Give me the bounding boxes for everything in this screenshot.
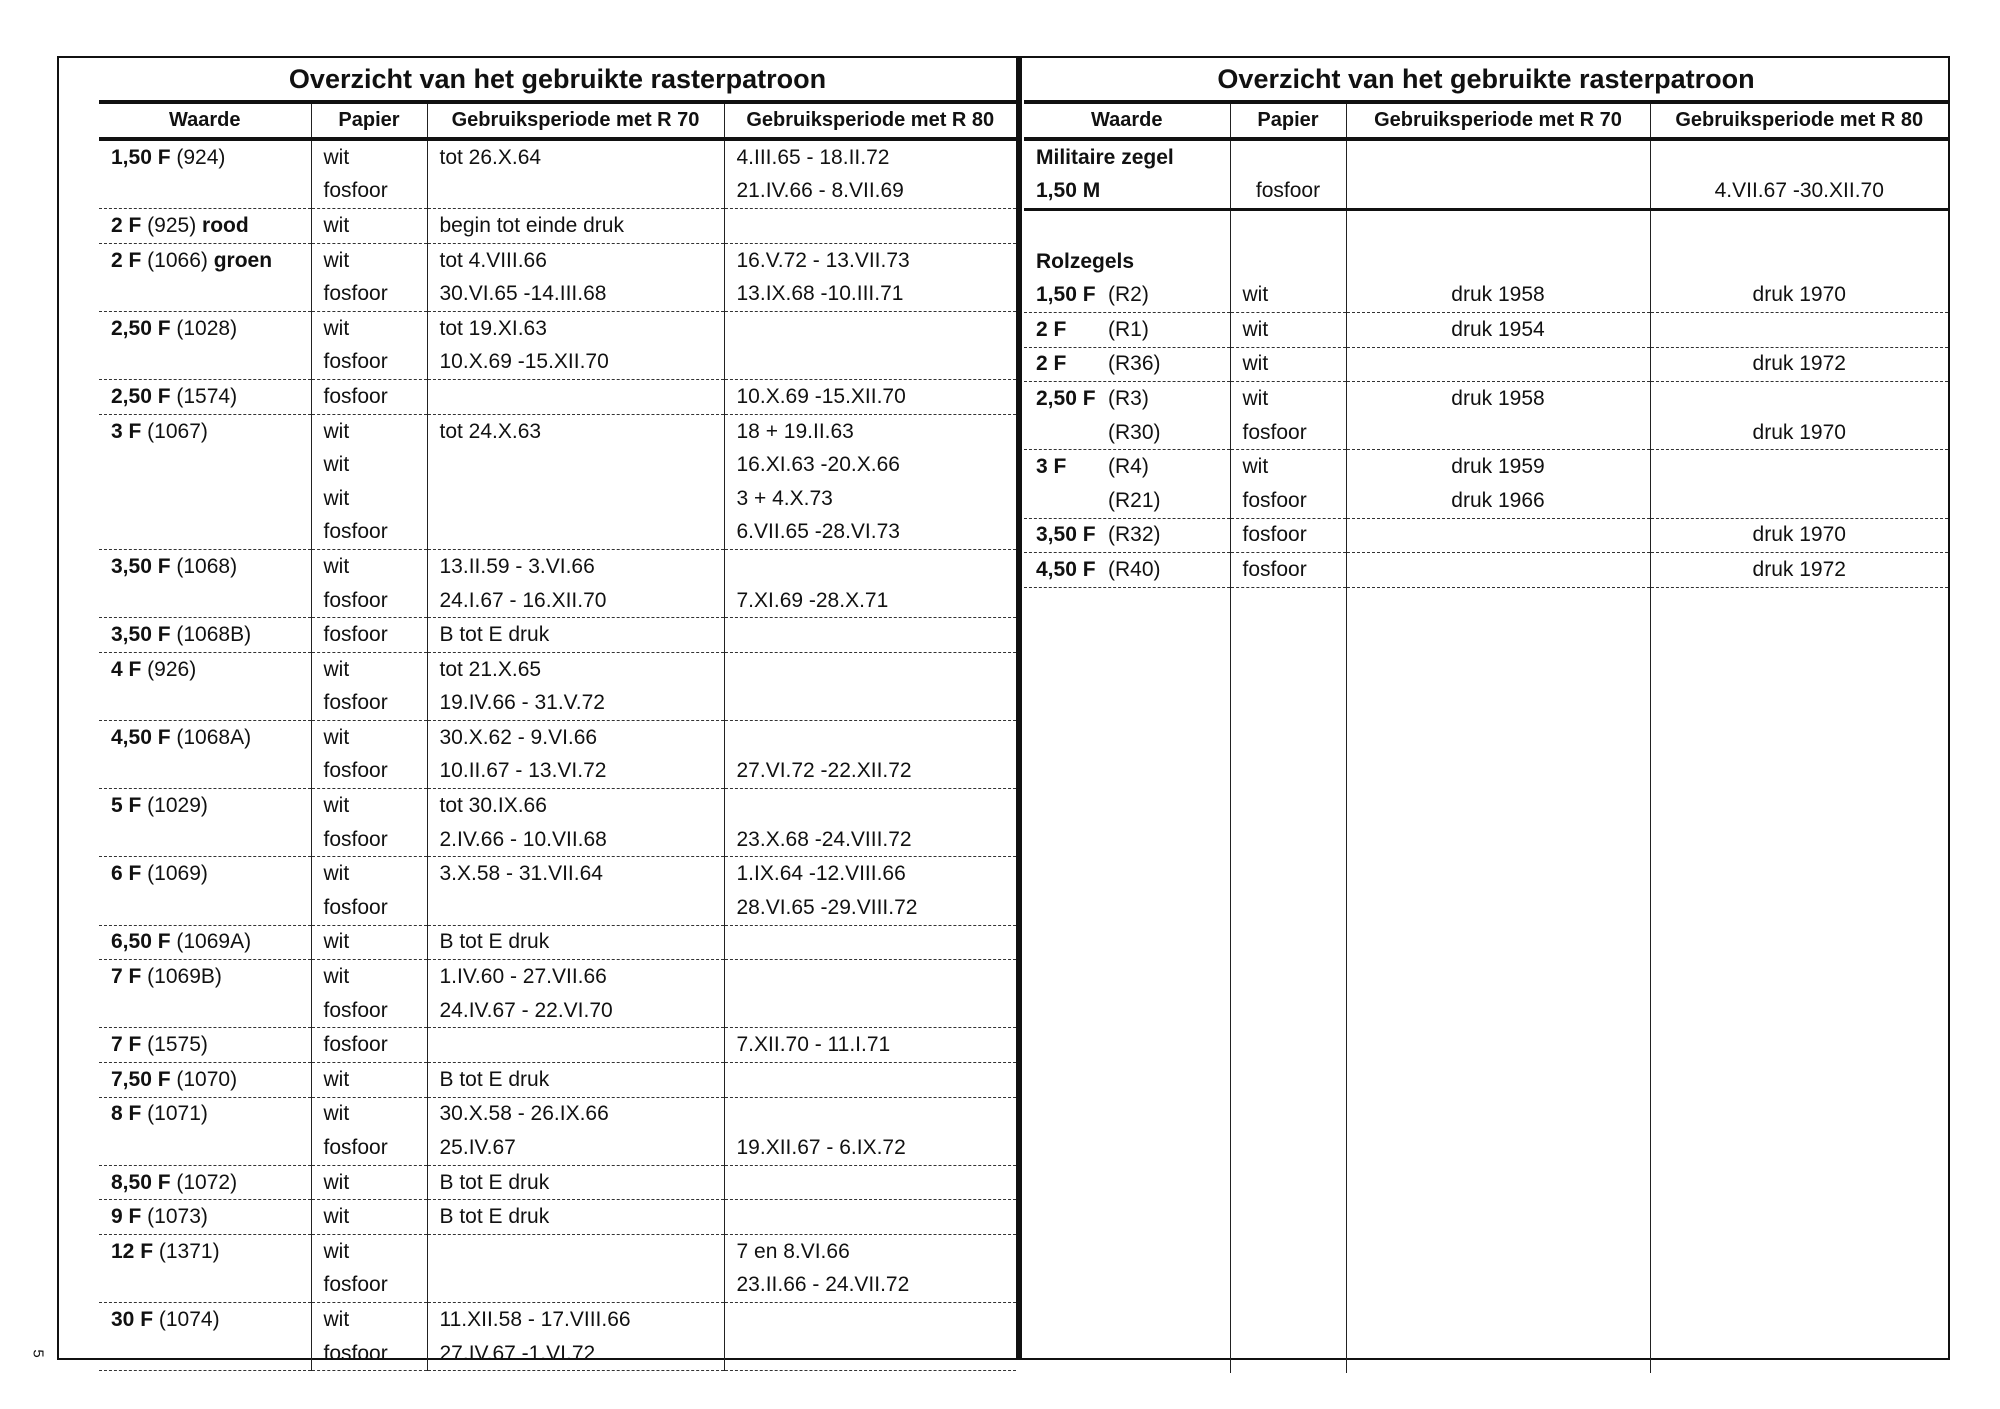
cell-r80: [724, 1200, 1016, 1235]
table-row: [99, 618, 1016, 653]
cell-waarde: [99, 516, 311, 550]
cell-r80: druk 1972: [1650, 553, 1948, 588]
table-row: [99, 1200, 1016, 1235]
center-divider: [1016, 56, 1022, 1360]
cell-r80: [724, 1337, 1016, 1371]
cell-r70: 30.X.58 - 26.IX.66: [427, 1097, 724, 1131]
roll-row: [1024, 312, 1948, 347]
table-row: [99, 789, 1016, 823]
cell-papier: fosfoor: [311, 516, 427, 550]
cell-waarde: (R21): [1024, 484, 1230, 518]
cell-r80: [724, 618, 1016, 653]
cell-papier: wit: [311, 1063, 427, 1098]
cell-papier: fosfoor: [311, 1269, 427, 1303]
table-row: [99, 1131, 1016, 1165]
cell-waarde: 4,50 F (R40): [1024, 553, 1230, 588]
cell-r70: tot 24.X.63: [427, 414, 724, 448]
military-value: 1,50 M: [1024, 175, 1230, 210]
cell-papier: wit: [1230, 382, 1346, 416]
roll-row: [1024, 450, 1948, 484]
cell-waarde: 2 F (R1): [1024, 312, 1230, 347]
cell-waarde: 6 F (1069): [111, 862, 208, 886]
table-row: [99, 823, 1016, 857]
cell-waarde: [99, 755, 311, 789]
cell-r70: 13.II.59 - 3.VI.66: [427, 550, 724, 584]
cell-waarde: 4 F (926): [111, 657, 197, 681]
cell-r70: [427, 448, 724, 482]
header-papier: Papier: [1230, 102, 1346, 139]
cell-waarde: (R30): [1024, 416, 1230, 450]
cell-r70: [427, 175, 724, 209]
cell-r80: 7.XII.70 - 11.I.71: [724, 1028, 1016, 1063]
cell-r80: [1650, 312, 1948, 347]
cell-r80: [724, 994, 1016, 1028]
cell-waarde: 2 F (R36): [1024, 347, 1230, 382]
cell-r80: 18 + 19.II.63: [724, 414, 1016, 448]
cell-r80: 10.X.69 -15.XII.70: [724, 380, 1016, 415]
cell-waarde: 7 F (1575): [99, 1028, 311, 1063]
cell-waarde: 2 F (925) rood: [99, 209, 311, 244]
military-r70: [1346, 175, 1650, 210]
cell-r80: [724, 652, 1016, 686]
cell-waarde: 12 F (1371): [111, 1239, 220, 1263]
cell-r70: tot 19.XI.63: [427, 311, 724, 345]
cell-waarde: 6,50 F (1069A): [99, 925, 311, 960]
cell-r70: 11.XII.58 - 17.VIII.66: [427, 1303, 724, 1337]
table-row: [99, 1097, 1016, 1131]
cell-r80: [724, 550, 1016, 584]
cell-papier: fosfoor: [311, 618, 427, 653]
cell-waarde: 2,50 F (R3): [1036, 386, 1149, 410]
cell-papier: fosfoor: [311, 346, 427, 380]
cell-r80: 13.IX.68 -10.III.71: [724, 277, 1016, 311]
military-papier: fosfoor: [1230, 175, 1346, 210]
cell-waarde: 9 F (1073): [99, 1200, 311, 1235]
cell-papier: fosfoor: [311, 1028, 427, 1063]
cell-r70: druk 1966: [1346, 484, 1650, 518]
cell-r70: 30.VI.65 -14.III.68: [427, 277, 724, 311]
cell-papier: fosfoor: [311, 584, 427, 618]
military-label-row: [1024, 139, 1948, 175]
right-panel: [1024, 58, 1948, 1373]
cell-waarde: 7 F (1069B): [111, 965, 222, 989]
table-row: [99, 209, 1016, 244]
table-row: [99, 1337, 1016, 1371]
cell-r80: [724, 925, 1016, 960]
cell-r80: 19.XII.67 - 6.IX.72: [724, 1131, 1016, 1165]
cell-r70: 10.X.69 -15.XII.70: [427, 346, 724, 380]
roll-label-row: [1024, 245, 1948, 279]
cell-papier: wit: [311, 243, 427, 277]
cell-waarde: 30 F (1074): [111, 1307, 220, 1331]
cell-waarde: [99, 1269, 311, 1303]
cell-r80: 7 en 8.VI.66: [724, 1235, 1016, 1269]
cell-r80: druk 1970: [1650, 518, 1948, 553]
cell-waarde: [99, 1131, 311, 1165]
cell-r80: 4.III.65 - 18.II.72: [724, 139, 1016, 175]
cell-r80: [724, 1063, 1016, 1098]
roll-label: Rolzegels: [1036, 249, 1135, 273]
cell-r80: [1650, 484, 1948, 518]
cell-waarde: [99, 823, 311, 857]
header-r80: Gebruiksperiode met R 80: [724, 102, 1016, 139]
cell-papier: fosfoor: [1230, 518, 1346, 553]
table-row: [99, 346, 1016, 380]
cell-r70: [427, 482, 724, 516]
cell-waarde: 3,50 F (1068): [111, 554, 238, 578]
military-label: Militaire zegel: [1036, 145, 1174, 169]
cell-papier: wit: [311, 1235, 427, 1269]
left-table: [99, 100, 1016, 1371]
cell-r80: 7.XI.69 -28.X.71: [724, 584, 1016, 618]
table-row: [99, 925, 1016, 960]
cell-papier: fosfoor: [311, 891, 427, 925]
cell-papier: wit: [311, 1097, 427, 1131]
cell-papier: fosfoor: [1230, 553, 1346, 588]
cell-waarde: [99, 175, 311, 209]
cell-r80: 16.XI.63 -20.X.66: [724, 448, 1016, 482]
cell-r70: [427, 1235, 724, 1269]
cell-r80: [724, 1165, 1016, 1200]
cell-papier: wit: [1230, 278, 1346, 312]
header-r70: Gebruiksperiode met R 70: [1346, 102, 1650, 139]
roll-row: [1024, 347, 1948, 382]
cell-r80: 23.II.66 - 24.VII.72: [724, 1269, 1016, 1303]
cell-r70: 30.X.62 - 9.VI.66: [427, 721, 724, 755]
cell-r80: [1650, 450, 1948, 484]
cell-papier: wit: [311, 857, 427, 891]
cell-r80: 3 + 4.X.73: [724, 482, 1016, 516]
cell-r70: [1346, 416, 1650, 450]
table-row: [99, 994, 1016, 1028]
cell-r70: 25.IV.67: [427, 1131, 724, 1165]
table-row: [99, 1269, 1016, 1303]
table-row: [99, 1235, 1016, 1269]
cell-papier: wit: [311, 311, 427, 345]
cell-waarde: 4,50 F (1068A): [111, 725, 252, 749]
cell-waarde: 1,50 F (R2): [1024, 278, 1230, 312]
cell-r80: [724, 960, 1016, 994]
table-row: [99, 380, 1016, 415]
right-title: Overzicht van het gebruikte rasterpatroon: [1217, 64, 1755, 94]
cell-r70: [427, 380, 724, 415]
cell-papier: wit: [311, 1165, 427, 1200]
cell-waarde: 1,50 F (924): [111, 145, 226, 169]
cell-r70: [427, 891, 724, 925]
cell-r70: [427, 1028, 724, 1063]
roll-row: [1024, 278, 1948, 312]
header-r70: Gebruiksperiode met R 70: [427, 102, 724, 139]
right-table: [1024, 100, 1948, 1373]
cell-r70: 24.IV.67 - 22.VI.70: [427, 994, 724, 1028]
cell-papier: fosfoor: [311, 823, 427, 857]
cell-papier: wit: [311, 721, 427, 755]
cell-papier: fosfoor: [311, 687, 427, 721]
page-number: 5: [29, 1349, 47, 1358]
filler-row: [1024, 587, 1948, 1373]
table-row: [99, 960, 1016, 994]
cell-r70: 27.IV.67 -1.VI.72: [427, 1337, 724, 1371]
cell-waarde: 8,50 F (1072): [99, 1165, 311, 1200]
cell-r70: tot 21.X.65: [427, 652, 724, 686]
cell-r70: B tot E druk: [427, 925, 724, 960]
cell-r80: 6.VII.65 -28.VI.73: [724, 516, 1016, 550]
table-row: [99, 277, 1016, 311]
cell-r70: [1346, 553, 1650, 588]
cell-papier: wit: [311, 139, 427, 175]
cell-r80: 23.X.68 -24.VIII.72: [724, 823, 1016, 857]
cell-waarde: 3,50 F (1068B): [99, 618, 311, 653]
cell-r70: B tot E druk: [427, 618, 724, 653]
left-title: Overzicht van het gebruikte rasterpatroon: [288, 64, 827, 94]
cell-r80: 1.IX.64 -12.VIII.66: [724, 857, 1016, 891]
table-row: [99, 448, 1016, 482]
table-row: [99, 1303, 1016, 1337]
header-waarde: Waarde: [99, 102, 311, 139]
cell-r70: B tot E druk: [427, 1200, 724, 1235]
cell-r80: [724, 721, 1016, 755]
header-waarde: Waarde: [1024, 102, 1230, 139]
cell-r70: tot 30.IX.66: [427, 789, 724, 823]
cell-papier: fosfoor: [311, 1131, 427, 1165]
cell-waarde: [99, 687, 311, 721]
cell-papier: wit: [311, 550, 427, 584]
cell-r80: [724, 687, 1016, 721]
cell-papier: wit: [311, 414, 427, 448]
table-row: [99, 687, 1016, 721]
cell-r70: druk 1958: [1346, 278, 1650, 312]
table-row: [99, 482, 1016, 516]
cell-r80: druk 1970: [1650, 416, 1948, 450]
cell-r70: [1346, 347, 1650, 382]
cell-waarde: 5 F (1029): [111, 794, 208, 818]
table-row: [99, 755, 1016, 789]
cell-papier: wit: [1230, 312, 1346, 347]
cell-r80: druk 1972: [1650, 347, 1948, 382]
cell-papier: fosfoor: [311, 1337, 427, 1371]
table-row: [99, 652, 1016, 686]
table-row: [99, 584, 1016, 618]
cell-papier: fosfoor: [311, 175, 427, 209]
cell-papier: wit: [311, 1303, 427, 1337]
table-row: [99, 516, 1016, 550]
cell-papier: wit: [311, 652, 427, 686]
table-row: [99, 414, 1016, 448]
cell-waarde: 7,50 F (1070): [99, 1063, 311, 1098]
table-row: [99, 891, 1016, 925]
cell-r70: 24.I.67 - 16.XII.70: [427, 584, 724, 618]
cell-waarde: [99, 346, 311, 380]
cell-r80: [724, 209, 1016, 244]
cell-papier: wit: [311, 1200, 427, 1235]
cell-r70: 1.IV.60 - 27.VII.66: [427, 960, 724, 994]
cell-waarde: 3 F (R4): [1036, 455, 1149, 479]
cell-r80: 21.IV.66 - 8.VII.69: [724, 175, 1016, 209]
table-row: [99, 721, 1016, 755]
cell-r80: [724, 311, 1016, 345]
cell-waarde: [99, 277, 311, 311]
cell-waarde: 2 F (1066) groen: [111, 248, 273, 272]
right-header-row: [1024, 102, 1948, 139]
cell-papier: fosfoor: [311, 994, 427, 1028]
cell-waarde: [99, 994, 311, 1028]
cell-r70: 19.IV.66 - 31.V.72: [427, 687, 724, 721]
cell-waarde: [99, 448, 311, 482]
table-row: [99, 1165, 1016, 1200]
cell-r70: tot 4.VIII.66: [427, 243, 724, 277]
cell-r80: 16.V.72 - 13.VII.73: [724, 243, 1016, 277]
cell-r70: B tot E druk: [427, 1063, 724, 1098]
cell-papier: fosfoor: [1230, 484, 1346, 518]
cell-r70: 10.II.67 - 13.VI.72: [427, 755, 724, 789]
cell-waarde: 3,50 F (R32): [1024, 518, 1230, 553]
cell-r70: [427, 516, 724, 550]
roll-row: [1024, 518, 1948, 553]
cell-waarde: 3 F (1067): [111, 419, 208, 443]
cell-r80: 27.VI.72 -22.XII.72: [724, 755, 1016, 789]
cell-r70: [427, 1269, 724, 1303]
cell-r70: [1346, 518, 1650, 553]
cell-papier: wit: [311, 789, 427, 823]
cell-papier: fosfoor: [311, 277, 427, 311]
left-header-row: [99, 102, 1016, 139]
cell-r70: druk 1954: [1346, 312, 1650, 347]
cell-papier: wit: [1230, 347, 1346, 382]
table-row: [99, 550, 1016, 584]
military-r80: 4.VII.67 -30.XII.70: [1650, 175, 1948, 210]
cell-papier: fosfoor: [311, 380, 427, 415]
cell-r80: druk 1970: [1650, 278, 1948, 312]
cell-r80: [724, 789, 1016, 823]
cell-r70: tot 26.X.64: [427, 139, 724, 175]
cell-r80: [724, 346, 1016, 380]
cell-r70: 3.X.58 - 31.VII.64: [427, 857, 724, 891]
table-row: [99, 243, 1016, 277]
cell-papier: wit: [1230, 450, 1346, 484]
table-row: [99, 311, 1016, 345]
cell-r70: druk 1959: [1346, 450, 1650, 484]
cell-r80: [1650, 382, 1948, 416]
cell-papier: wit: [311, 209, 427, 244]
cell-papier: wit: [311, 960, 427, 994]
roll-row: [1024, 382, 1948, 416]
cell-r80: [724, 1097, 1016, 1131]
cell-papier: wit: [311, 448, 427, 482]
cell-papier: wit: [311, 925, 427, 960]
cell-r70: begin tot einde druk: [427, 209, 724, 244]
cell-waarde: 8 F (1071): [111, 1102, 208, 1126]
cell-papier: fosfoor: [311, 755, 427, 789]
cell-r80: 28.VI.65 -29.VIII.72: [724, 891, 1016, 925]
cell-papier: wit: [311, 482, 427, 516]
cell-r70: 2.IV.66 - 10.VII.68: [427, 823, 724, 857]
cell-r70: druk 1958: [1346, 382, 1650, 416]
roll-row: [1024, 416, 1948, 450]
cell-papier: fosfoor: [1230, 416, 1346, 450]
table-row: [99, 1063, 1016, 1098]
cell-waarde: [99, 482, 311, 516]
header-r80: Gebruiksperiode met R 80: [1650, 102, 1948, 139]
cell-waarde: 2,50 F (1028): [111, 316, 238, 340]
table-row: [99, 139, 1016, 175]
military-row: [1024, 175, 1948, 210]
header-papier: Papier: [311, 102, 427, 139]
left-panel: [99, 58, 1016, 1371]
cell-waarde: 2,50 F (1574): [99, 380, 311, 415]
table-row: [99, 1028, 1016, 1063]
cell-r70: B tot E druk: [427, 1165, 724, 1200]
roll-row: [1024, 553, 1948, 588]
roll-row: [1024, 484, 1948, 518]
table-row: [99, 175, 1016, 209]
cell-waarde: [99, 584, 311, 618]
table-row: [99, 857, 1016, 891]
cell-waarde: [99, 1337, 311, 1371]
cell-waarde: [99, 891, 311, 925]
cell-r80: [724, 1303, 1016, 1337]
